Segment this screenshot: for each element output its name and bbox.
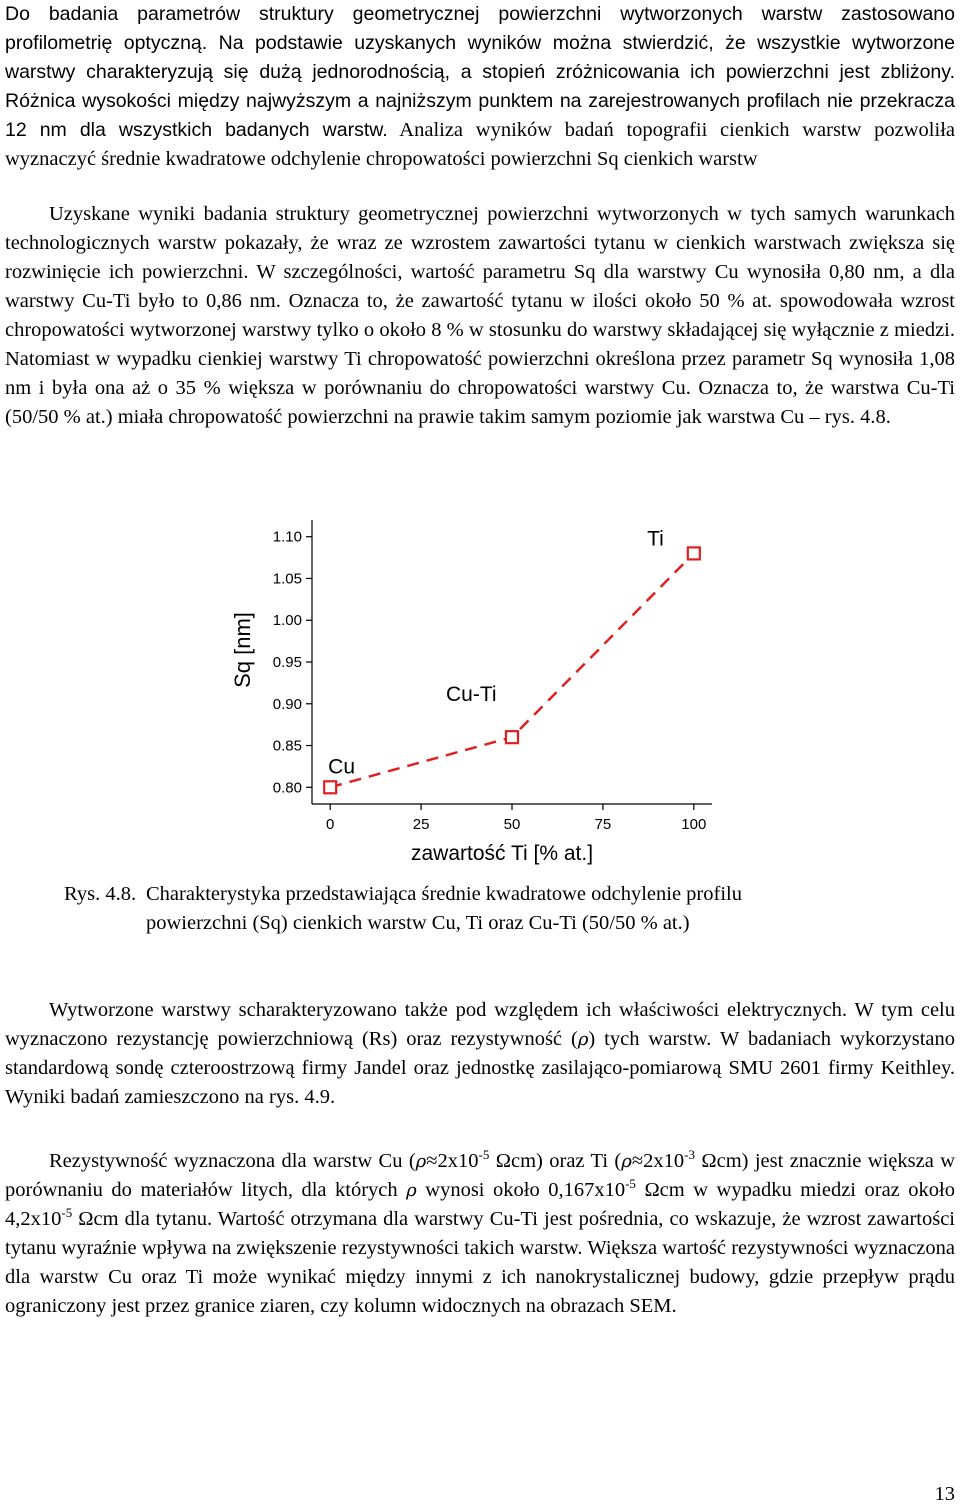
paragraph-profilometry	[5, 0, 955, 174]
data-point-label: Ti	[647, 527, 664, 551]
data-point-label: Cu	[328, 755, 356, 779]
resistivity-text-3: Ωcm) oraz Ti (	[489, 1150, 622, 1172]
y-ticks	[273, 529, 312, 797]
figure-caption	[64, 880, 904, 938]
caption-line1: Charakterystyka przedstawiająca średnie kwadratowe odchylenie profilu	[146, 883, 742, 905]
x-tick-label: 75	[594, 816, 612, 833]
rho-symbol: ρ	[577, 1029, 589, 1050]
data-point-label: Cu-Ti	[446, 683, 497, 707]
y-tick-label: 1.05	[272, 570, 302, 588]
y-tick-label: 0.95	[272, 654, 302, 671]
x-tick-label: 50	[503, 816, 521, 833]
rho-symbol: ρ	[406, 1180, 417, 1201]
x-axis-label: zawartość Ti [% at.]	[410, 842, 594, 865]
chart-frame	[312, 520, 712, 804]
y-tick-label: 0.80	[272, 779, 302, 797]
paragraph-electrical	[5, 996, 955, 1112]
caption-line2: powierzchni (Sq) cienkich warstw Cu, Ti oraz Cu-Ti (50/50 % at.)	[146, 912, 690, 934]
exponent: -5	[478, 1147, 490, 1162]
paragraph-results: Uzyskane wyniki badania struktury geometrycznej powierzchni wytworzonych w tych samych warunkach technologicznych warstw pokazały, że wraz ze wzrostem zawartości tytanu w cienkich warstwach zwiększa się rozwinięcie ich powierzchni. W szczególności, wartość parametru Sq dla warstwy Cu wynosiła 0,80 nm, a dla warstwy Cu-Ti było to 0,86 nm. Oznacza to, że zawartość tytanu w ilości około 50 % at. spowodowała wzrost chropowatości wytworzonej warstwy tylko o około 8 % w stosunku do warstwy składającej się wyłącznie z miedzi. Natomiast w wypadku cienkiej warstwy Ti chropowatość powierzchni określona przez parametr Sq wynosiła 1,08 nm i była ona aż o 35 % większa w porównaniu do chropowatości warstwy Cu. Oznacza to, że warstwa Cu-Ti (50/50 % at.) miała chropowatość powierzchni na prawie takim samym poziomie jak warstwa Cu – rys. 4.8.	[5, 203, 955, 428]
resistivity-text-6: wynosi około 0,167x10	[416, 1179, 626, 1201]
approx-symbol: ≈	[631, 1150, 644, 1172]
paragraph-profilometry-sans-text: Do badania parametrów struktury geometrycznej powierzchni wytworzonych warstw zastosowano profilometrię optyczną. Na podstawie uzyskanych wyników można stwierdzić, że wszystkie wytworzone warstwy charakteryzują się dużą jednorodnością, a stopień zróżnicowania ich powierzchni jest zbliżony. Różnica wysokości między najwyższym a najniższym punktem na zarejestrowanych profilach nie przekracza 12 nm dla wszystkich badanych warstw.	[5, 3, 955, 141]
paragraph-resistivity	[5, 1147, 955, 1321]
paragraph-electrical-part1: Wytworzone warstwy scharakteryzowano także pod względem ich właściwości elektrycznych. W tym celu wyznaczono rezystancję powierzchniową (Rs) oraz rezystywność (	[5, 999, 955, 1050]
y-tick-label: 0.85	[272, 737, 302, 755]
exponent: -5	[625, 1176, 636, 1191]
series-line	[330, 553, 694, 787]
x-tick-label: 25	[412, 816, 430, 833]
series-markers	[324, 527, 700, 793]
x-ticks	[326, 804, 706, 833]
exponent: -3	[684, 1147, 695, 1162]
data-point-marker	[506, 731, 518, 743]
resistivity-text-7: Ωcm w wypadku miedzi oraz około 4,2x10	[5, 1179, 955, 1230]
y-axis-label: Sq [nm]	[230, 612, 255, 688]
paragraph-electrical-part2: ) tych warstw. W badaniach wykorzystano standardową sondę czteroostrzową firmy Jandel oraz jednostkę zasilająco-pomiarową SMU 2601 firmy Keithley. Wyniki badań zamieszczono na rys. 4.9.	[5, 1028, 955, 1108]
rho-symbol: ρ	[621, 1151, 632, 1172]
sq-chart	[200, 508, 740, 876]
data-point-marker	[324, 781, 336, 793]
exponent: -5	[61, 1205, 73, 1220]
y-tick-label: 0.90	[272, 695, 302, 713]
resistivity-text-5: Ωcm) jest znacznie większa w porównaniu do materiałów litych, dla których	[5, 1150, 955, 1201]
y-tick-label: 1.10	[272, 528, 302, 546]
x-tick-label: 0	[326, 816, 335, 833]
y-tick-label: 1.00	[272, 612, 302, 630]
approx-symbol: ≈	[426, 1150, 438, 1172]
rho-symbol: ρ	[415, 1151, 427, 1172]
resistivity-text-2: 2x10	[437, 1150, 479, 1172]
page-number: 13	[934, 1483, 955, 1505]
data-point-marker	[688, 547, 700, 559]
resistivity-text-4: 2x10	[643, 1150, 685, 1172]
caption-label: Rys. 4.8.	[64, 883, 137, 905]
resistivity-text-8: Ωcm dla tytanu. Wartość otrzymana dla warstwy Cu-Ti jest pośrednia, co wskazuje, że wzrost zawartości tytanu wyraźnie wpływa na zwiększenie rezystywności takich warstw. Większa wartość rezystywności wyznaczona dla warstw Cu oraz Ti może wynikać między innymi z ich nanokrystalicznej budowy, gdzie przepływ prądu ograniczony jest przez granice ziaren, czy kolumn widocznych na obrazach SEM.	[5, 1208, 955, 1317]
paragraph-profilometry-serif-text: Analiza wyników badań topografii cienkich warstw pozwoliła wyznaczyć średnie kwadratowe odchylenie chropowatości powierzchni Sq cienkich warstw	[5, 119, 955, 170]
resistivity-text-1: Rezystywność wyznaczona dla warstw Cu (	[49, 1150, 416, 1172]
x-tick-label: 100	[681, 816, 707, 833]
